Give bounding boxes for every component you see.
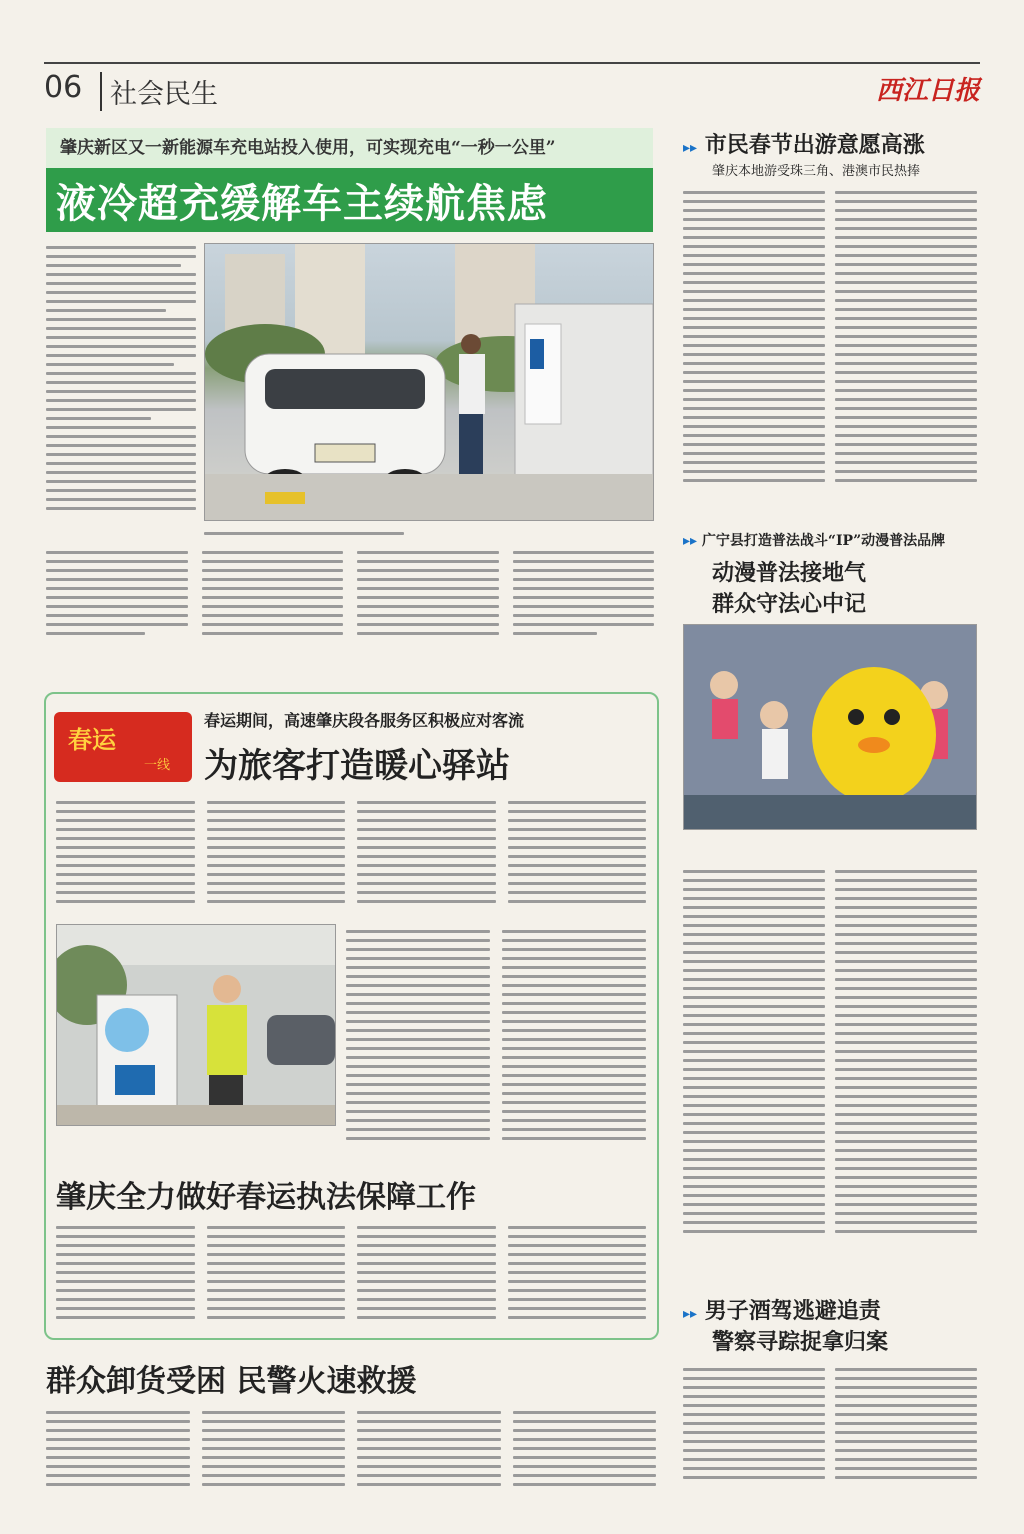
- arrow-icon: ▸▸: [683, 140, 698, 156]
- right-story-3-text: [683, 1362, 977, 1492]
- arrow-icon: ▸▸: [683, 533, 698, 549]
- bottom-story-text: [46, 1405, 656, 1495]
- photo-caption-bar: [204, 532, 404, 535]
- right-story-1-title-text: 市民春节出游意愿高涨: [704, 132, 925, 158]
- right-story-3-title-1: [683, 1294, 881, 1325]
- spring-subtitle: 春运期间，高速肇庆段各服务区积极应对客流: [204, 711, 525, 730]
- badge-sub: 一线: [144, 758, 171, 773]
- photo-illustration: [57, 925, 335, 1125]
- cartoon-mascot-photo: [683, 624, 977, 830]
- bottom-story-title: 群众卸货受困 民警火速救援: [46, 1364, 417, 1399]
- right-story-2-kicker: [683, 530, 945, 550]
- spring-upper-text: [56, 795, 646, 910]
- arrow-icon: ▸▸: [683, 1306, 698, 1322]
- newspaper-logo: 西江日报: [875, 76, 980, 106]
- photo-illustration: [205, 244, 653, 520]
- masthead: [44, 62, 980, 110]
- right-story-1-title: [683, 128, 925, 159]
- right-story-1-text: [683, 185, 977, 515]
- lead-lower-text: [46, 545, 654, 673]
- service-area-photo: [56, 924, 336, 1126]
- right-story-3-title-2: 警察寻踪捉拿归案: [712, 1329, 889, 1355]
- spring-right-text: [346, 924, 646, 1164]
- right-story-2-title-2: 群众守法心中记: [712, 591, 867, 617]
- right-story-1-subtitle: 肇庆本地游受珠三角、港澳市民热捧: [712, 164, 921, 179]
- right-story-2-title-1: 动漫普法接地气: [712, 560, 867, 586]
- spring-lower-text: [56, 1220, 646, 1330]
- page-number: 06: [44, 70, 83, 105]
- badge-label: 春运: [68, 725, 116, 754]
- lead-title: 液冷超充缓解车主续航焦虑: [56, 180, 548, 227]
- spring-second-title: 肇庆全力做好春运执法保障工作: [56, 1180, 476, 1215]
- spring-title: 为旅客打造暖心驿站: [204, 746, 510, 786]
- charging-station-photo: [204, 243, 654, 521]
- right-story-2-kicker-text: 广宁县打造普法战斗“IP”动漫普法品牌: [701, 533, 946, 549]
- spring-festival-badge: [54, 712, 192, 782]
- lead-subtitle: 肇庆新区又一新能源车充电站投入使用，可实现充电“一秒一公里”: [46, 128, 653, 168]
- lead-text-col: [46, 240, 196, 530]
- photo-illustration: [684, 625, 976, 829]
- right-story-2-text: [683, 864, 977, 1272]
- right-story-3-title-1-text: 男子酒驾逃避追责: [704, 1298, 881, 1324]
- section-name: 社会民生: [100, 72, 218, 111]
